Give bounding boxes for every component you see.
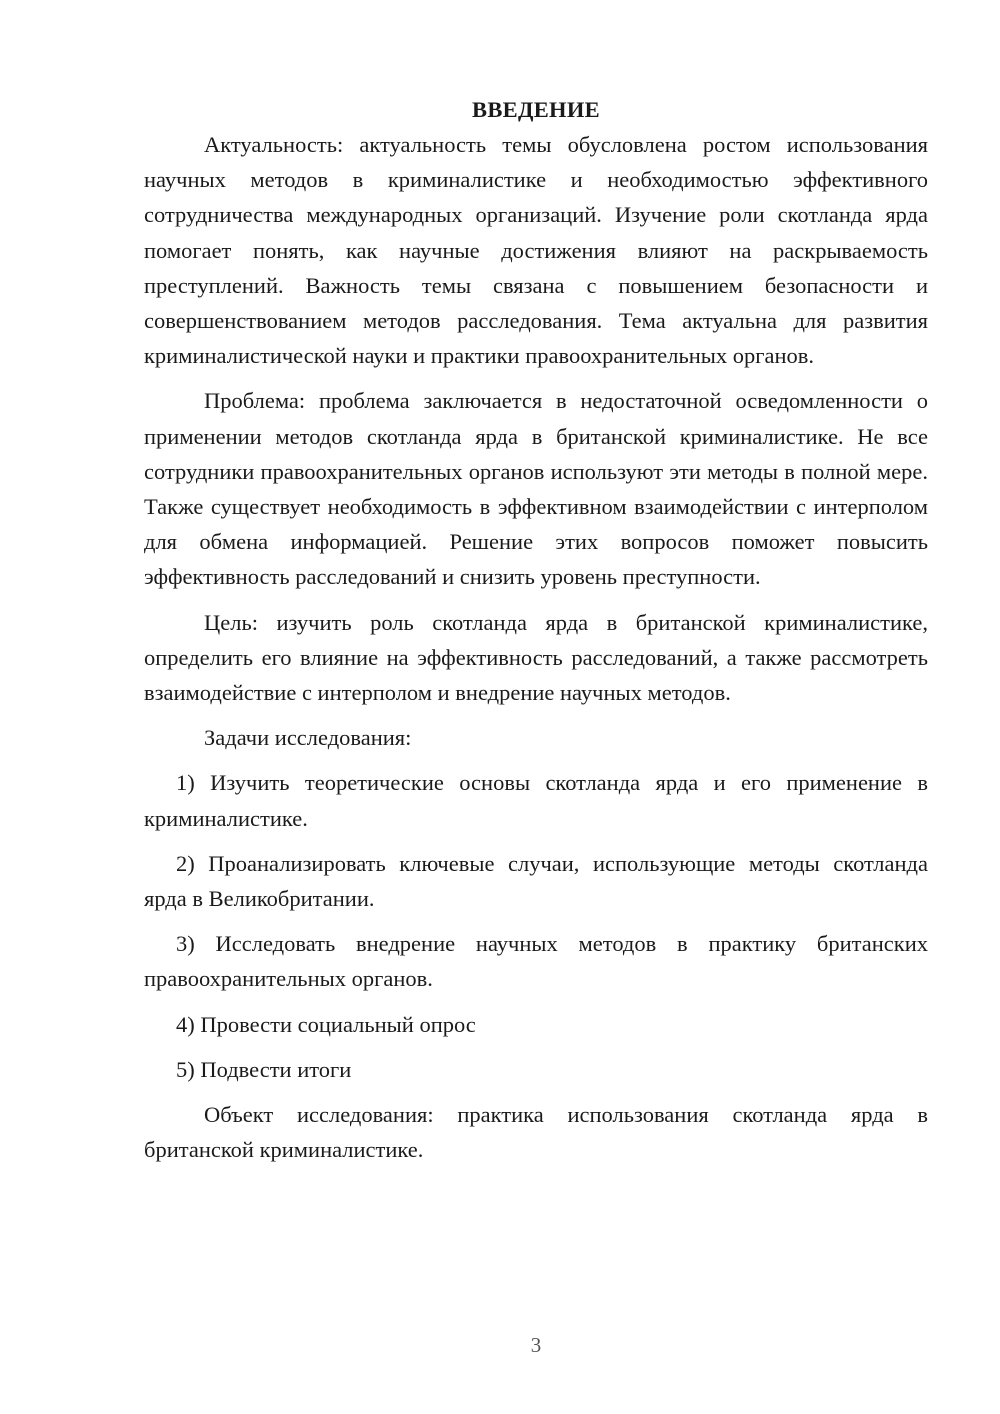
task-item-2: 2) Проанализировать ключевые случаи, использующие методы скотланда ярда в Великобритании.	[144, 850, 928, 912]
paragraph-problem: Проблема: проблема заключается в недостаточной осведомленности о применении методов скотланда ярда в британской криминалистике. Не все сотрудники правоохранительных органов используют эти методы в полной мере. Также существует необходимость в эффективном взаимодействии с интерполом для обмена информацией. Решение этих вопросов поможет повысить эффективность расследований и снизить уровень преступности.	[144, 388, 928, 590]
task-item-1: 1) Изучить теоретические основы скотланда ярда и его применение в криминалистике.	[144, 770, 928, 831]
task-item-4: 4) Провести социальный опрос	[176, 1011, 476, 1037]
page-title: ВВЕДЕНИЕ	[472, 97, 600, 122]
paragraph-goal: Цель: изучить роль скотланда ярда в британской криминалистике, определить его влияние на эффективность расследований, а также рассмотреть взаимодействие с интерполом и внедрение научных методов.	[144, 609, 928, 706]
document-page	[144, 92, 928, 1177]
task-item-5: 5) Подвести итоги	[176, 1056, 352, 1082]
paragraph-tasks-heading: Задачи исследования:	[204, 725, 412, 751]
paragraph-relevance: Актуальность: актуальность темы обусловлена ростом использования научных методов в криминалистике и необходимостью эффективного сотрудничества международных организаций. Изучение роли скотланда ярда помогает понять, как научные достижения влияют на раскрываемость преступлений. Важность темы связана с повышением безопасности и совершенствованием методов расследования. Тема актуальна для развития криминалистической науки и практики правоохранительных органов.	[144, 132, 928, 369]
page-number: 3	[530, 1333, 542, 1357]
task-item-3: 3) Исследовать внедрение научных методов в практику британских правоохранительных органов.	[144, 931, 928, 992]
paragraph-object: Объект исследования: практика использования скотланда ярда в британской криминалистике.	[144, 1102, 928, 1163]
